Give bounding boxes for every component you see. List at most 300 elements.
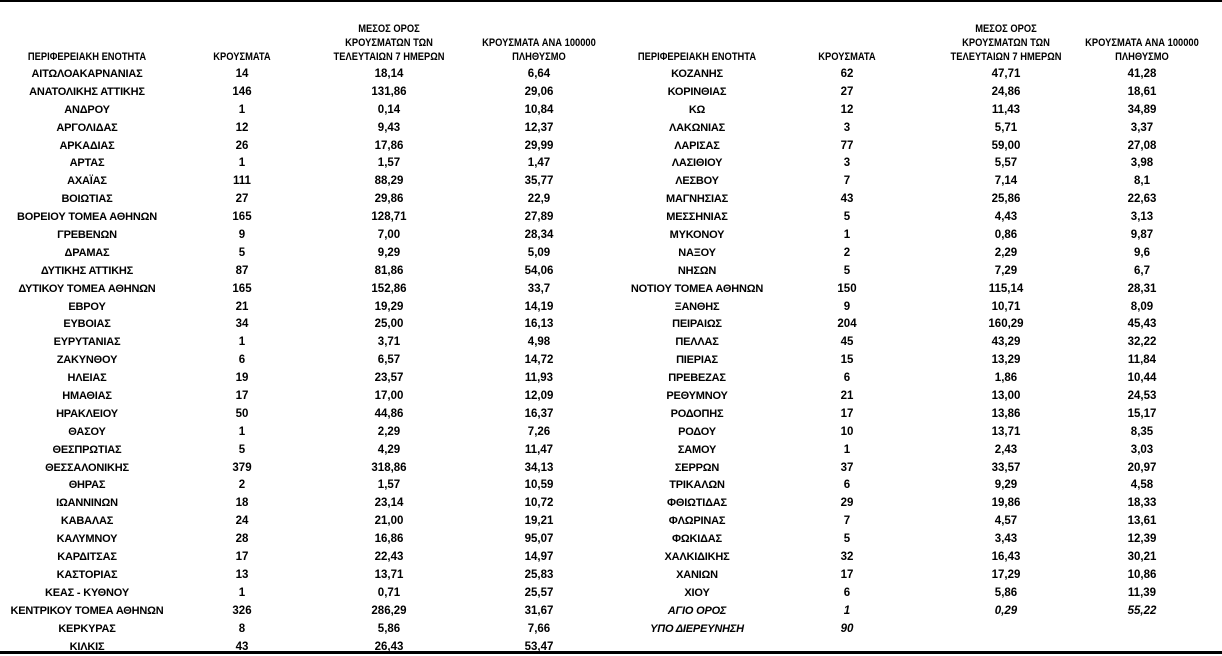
table-row <box>611 531 1222 549</box>
rate-value: 10,86 <box>1069 567 1215 585</box>
cases-value: 21 <box>192 299 292 317</box>
cases-value: 77 <box>797 138 897 156</box>
rate-value: 33,7 <box>466 281 612 299</box>
rate-value: 55,22 <box>1069 603 1215 621</box>
region-name: ΠΕΛΛΑΣ <box>611 334 783 352</box>
header-region: ΠΕΡΙΦΕΡΕΙΑΚΗ ΕΝΟΤΗΤΑ <box>624 16 770 64</box>
avg-value: 1,57 <box>316 155 462 173</box>
avg-value: 0,29 <box>933 603 1079 621</box>
region-name: ΣΕΡΡΩΝ <box>611 460 783 478</box>
region-name: ΦΩΚΙΔΑΣ <box>611 531 783 549</box>
cases-value: 27 <box>192 191 292 209</box>
rate-value: 12,09 <box>466 388 612 406</box>
rate-value: 22,9 <box>466 191 612 209</box>
cases-value: 6 <box>797 370 897 388</box>
region-name: ΦΘΙΩΤΙΔΑΣ <box>611 495 783 513</box>
cases-value: 1 <box>797 442 897 460</box>
cases-value: 28 <box>192 531 292 549</box>
region-name: ΓΡΕΒΕΝΩΝ <box>0 227 174 245</box>
avg-value: 1,86 <box>933 370 1079 388</box>
region-name: ΧΑΛΚΙΔΙΚΗΣ <box>611 549 783 567</box>
avg-value: 16,86 <box>316 531 462 549</box>
table-row <box>0 138 611 156</box>
table-row <box>0 406 611 424</box>
rate-value: 18,33 <box>1069 495 1215 513</box>
avg-value: 17,29 <box>933 567 1079 585</box>
region-name: ΚΑΛΥΜΝΟΥ <box>0 531 174 549</box>
header-7day-average: ΜΕΣΟΣ ΟΡΟΣ ΚΡΟΥΣΜΑΤΩΝ ΤΩΝ ΤΕΛΕΥΤΑΙΩΝ 7 ΗΜΕΡΩΝ <box>944 16 1068 64</box>
cases-value: 45 <box>797 334 897 352</box>
region-name: ΚΕΡΚΥΡΑΣ <box>0 621 174 639</box>
region-name: ΦΛΩΡΙΝΑΣ <box>611 513 783 531</box>
cases-value: 379 <box>192 460 292 478</box>
avg-value: 7,29 <box>933 263 1079 281</box>
table-row <box>611 281 1222 299</box>
cases-value: 26 <box>192 138 292 156</box>
rate-value: 11,47 <box>466 442 612 460</box>
avg-value: 17,00 <box>316 388 462 406</box>
table-row <box>611 406 1222 424</box>
table-row <box>0 173 611 191</box>
rate-value: 7,26 <box>466 424 612 442</box>
rate-value: 18,61 <box>1069 84 1215 102</box>
cases-value: 204 <box>797 316 897 334</box>
avg-value: 286,29 <box>316 603 462 621</box>
table-row <box>611 495 1222 513</box>
rate-value: 28,34 <box>466 227 612 245</box>
cases-value: 5 <box>192 245 292 263</box>
avg-value: 128,71 <box>316 209 462 227</box>
cases-value: 5 <box>797 209 897 227</box>
table-row <box>0 621 611 639</box>
rate-value: 6,7 <box>1069 263 1215 281</box>
avg-value: 29,86 <box>316 191 462 209</box>
table-right-half <box>611 2 1222 651</box>
rate-value: 41,28 <box>1069 66 1215 84</box>
region-name: ΕΒΡΟΥ <box>0 299 174 317</box>
avg-value: 7,00 <box>316 227 462 245</box>
region-name: ΗΡΑΚΛΕΙΟΥ <box>0 406 174 424</box>
cases-value: 5 <box>797 263 897 281</box>
region-name: ΧΑΝΙΩΝ <box>611 567 783 585</box>
cases-value: 6 <box>797 477 897 495</box>
region-name: ΡΟΔΟΥ <box>611 424 783 442</box>
table-row <box>0 442 611 460</box>
rate-value: 7,66 <box>466 621 612 639</box>
rate-value: 16,37 <box>466 406 612 424</box>
table-row <box>611 442 1222 460</box>
header-cases-per-100k: ΚΡΟΥΣΜΑΤΑ ΑΝΑ 100000 ΠΛΗΘΥΣΜΟ <box>1080 16 1204 64</box>
region-name: ΚΕΑΣ - ΚΥΘΝΟΥ <box>0 585 174 603</box>
avg-value: 24,86 <box>933 84 1079 102</box>
table-row <box>0 567 611 585</box>
cases-value: 43 <box>192 639 292 656</box>
table-row <box>0 227 611 245</box>
avg-value: 26,43 <box>316 639 462 656</box>
cases-value: 1 <box>192 155 292 173</box>
cases-value: 1 <box>797 227 897 245</box>
cases-value: 3 <box>797 120 897 138</box>
region-name: ΗΜΑΘΙΑΣ <box>0 388 174 406</box>
avg-value: 13,29 <box>933 352 1079 370</box>
cases-value: 29 <box>797 495 897 513</box>
rate-value: 12,37 <box>466 120 612 138</box>
region-name: ΒΟΡΕΙΟΥ ΤΟΜΕΑ ΑΘΗΝΩΝ <box>0 209 174 227</box>
avg-value: 19,29 <box>316 299 462 317</box>
avg-value: 7,14 <box>933 173 1079 191</box>
region-name: ΚΕΝΤΡΙΚΟΥ ΤΟΜΕΑ ΑΘΗΝΩΝ <box>0 603 174 621</box>
cases-value: 14 <box>192 66 292 84</box>
table-row <box>0 120 611 138</box>
table-row <box>0 460 611 478</box>
region-name: ΜΥΚΟΝΟΥ <box>611 227 783 245</box>
avg-value: 13,00 <box>933 388 1079 406</box>
table-row <box>611 120 1222 138</box>
region-name: ΛΑΡΙΣΑΣ <box>611 138 783 156</box>
cases-value: 17 <box>797 406 897 424</box>
table-row <box>0 102 611 120</box>
cases-value: 150 <box>797 281 897 299</box>
rate-value: 24,53 <box>1069 388 1215 406</box>
rate-value: 53,47 <box>466 639 612 656</box>
rate-value: 4,98 <box>466 334 612 352</box>
rate-value: 9,87 <box>1069 227 1215 245</box>
region-name: ΝΟΤΙΟΥ ΤΟΜΕΑ ΑΘΗΝΩΝ <box>611 281 783 299</box>
cases-value: 17 <box>192 388 292 406</box>
rate-value: 12,39 <box>1069 531 1215 549</box>
region-name: ΔΥΤΙΚΟΥ ΤΟΜΕΑ ΑΘΗΝΩΝ <box>0 281 174 299</box>
cases-value: 87 <box>192 263 292 281</box>
avg-value: 5,86 <box>316 621 462 639</box>
avg-value: 21,00 <box>316 513 462 531</box>
avg-value: 131,86 <box>316 84 462 102</box>
cases-value: 1 <box>192 334 292 352</box>
table-row <box>0 209 611 227</box>
avg-value: 44,86 <box>316 406 462 424</box>
region-name: ΧΙΟΥ <box>611 585 783 603</box>
cases-value: 15 <box>797 352 897 370</box>
region-name: ΑΡΓΟΛΙΔΑΣ <box>0 120 174 138</box>
cases-value: 1 <box>797 603 897 621</box>
region-name: ΛΑΣΙΘΙΟΥ <box>611 155 783 173</box>
cases-value: 37 <box>797 460 897 478</box>
cases-value: 90 <box>797 621 897 639</box>
avg-value: 10,71 <box>933 299 1079 317</box>
avg-value: 13,71 <box>933 424 1079 442</box>
table-row <box>0 603 611 621</box>
cases-value: 24 <box>192 513 292 531</box>
rate-value: 14,19 <box>466 299 612 317</box>
table-row <box>0 495 611 513</box>
region-name: ΚΑΣΤΟΡΙΑΣ <box>0 567 174 585</box>
region-name: ΖΑΚΥΝΘΟΥ <box>0 352 174 370</box>
table-row <box>0 334 611 352</box>
region-name: ΚΙΛΚΙΣ <box>0 639 174 656</box>
table-row <box>0 66 611 84</box>
table-row <box>611 191 1222 209</box>
rate-value: 35,77 <box>466 173 612 191</box>
rate-value: 30,21 <box>1069 549 1215 567</box>
cases-value: 17 <box>797 567 897 585</box>
region-name: ΚΑΒΑΛΑΣ <box>0 513 174 531</box>
table-row <box>0 639 611 656</box>
table-row <box>0 316 611 334</box>
region-name: ΣΑΜΟΥ <box>611 442 783 460</box>
table-row <box>611 352 1222 370</box>
rate-value: 11,39 <box>1069 585 1215 603</box>
table-row <box>0 513 611 531</box>
table-row <box>611 263 1222 281</box>
avg-value: 9,29 <box>933 477 1079 495</box>
table-row <box>611 155 1222 173</box>
cases-value: 50 <box>192 406 292 424</box>
rate-value: 10,44 <box>1069 370 1215 388</box>
rate-value: 9,6 <box>1069 245 1215 263</box>
region-name: ΑΡΚΑΔΙΑΣ <box>0 138 174 156</box>
table-row <box>611 513 1222 531</box>
rate-value: 6,64 <box>466 66 612 84</box>
header-7day-average: ΜΕΣΟΣ ΟΡΟΣ ΚΡΟΥΣΜΑΤΩΝ ΤΩΝ ΤΕΛΕΥΤΑΙΩΝ 7 ΗΜΕΡΩΝ <box>327 16 451 64</box>
rate-value: 13,61 <box>1069 513 1215 531</box>
region-name: ΚΟΡΙΝΘΙΑΣ <box>611 84 783 102</box>
avg-value: 43,29 <box>933 334 1079 352</box>
avg-value: 4,57 <box>933 513 1079 531</box>
cases-value: 19 <box>192 370 292 388</box>
cases-value: 2 <box>192 477 292 495</box>
avg-value: 160,29 <box>933 316 1079 334</box>
header-cases-per-100k: ΚΡΟΥΣΜΑΤΑ ΑΝΑ 100000 ΠΛΗΘΥΣΜΟ <box>477 16 601 64</box>
avg-value: 2,43 <box>933 442 1079 460</box>
table-row <box>611 245 1222 263</box>
header-cases: ΚΡΟΥΣΜΑΤΑ <box>200 16 285 64</box>
avg-value: 23,14 <box>316 495 462 513</box>
rate-value: 3,37 <box>1069 120 1215 138</box>
avg-value: 5,57 <box>933 155 1079 173</box>
cases-value: 62 <box>797 66 897 84</box>
cases-value: 7 <box>797 513 897 531</box>
region-name: ΠΡΕΒΕΖΑΣ <box>611 370 783 388</box>
avg-value: 4,29 <box>316 442 462 460</box>
region-name: ΥΠΟ ΔΙΕΡΕΥΝΗΣΗ <box>611 621 783 639</box>
region-name: ΘΕΣΠΡΩΤΙΑΣ <box>0 442 174 460</box>
rate-value: 19,21 <box>466 513 612 531</box>
table-row <box>611 334 1222 352</box>
avg-value: 18,14 <box>316 66 462 84</box>
rate-value: 3,98 <box>1069 155 1215 173</box>
cases-value: 111 <box>192 173 292 191</box>
table-row <box>611 424 1222 442</box>
cases-value: 13 <box>192 567 292 585</box>
avg-value: 6,57 <box>316 352 462 370</box>
rate-value: 32,22 <box>1069 334 1215 352</box>
region-name: ΕΥΡΥΤΑΝΙΑΣ <box>0 334 174 352</box>
table-row <box>611 299 1222 317</box>
table-row <box>611 585 1222 603</box>
rate-value: 34,89 <box>1069 102 1215 120</box>
region-name: ΔΡΑΜΑΣ <box>0 245 174 263</box>
table-row <box>611 173 1222 191</box>
rate-value: 4,58 <box>1069 477 1215 495</box>
rate-value: 10,59 <box>466 477 612 495</box>
rows-left <box>0 66 611 656</box>
rate-value: 29,06 <box>466 84 612 102</box>
cases-value: 12 <box>797 102 897 120</box>
region-name: ΕΥΒΟΙΑΣ <box>0 316 174 334</box>
rate-value: 45,43 <box>1069 316 1215 334</box>
table-row <box>0 299 611 317</box>
rate-value: 10,72 <box>466 495 612 513</box>
avg-value: 2,29 <box>933 245 1079 263</box>
cases-value: 18 <box>192 495 292 513</box>
table-row <box>611 209 1222 227</box>
rate-value: 16,13 <box>466 316 612 334</box>
table-row <box>0 388 611 406</box>
region-name: ΑΝΑΤΟΛΙΚΗΣ ΑΤΤΙΚΗΣ <box>0 84 174 102</box>
table-row <box>0 84 611 102</box>
cases-value: 8 <box>192 621 292 639</box>
avg-value: 318,86 <box>316 460 462 478</box>
avg-value: 2,29 <box>316 424 462 442</box>
rate-value: 8,1 <box>1069 173 1215 191</box>
table-row <box>611 603 1222 621</box>
table-row <box>611 621 1222 639</box>
table-row <box>0 424 611 442</box>
table-row <box>0 352 611 370</box>
rate-value: 25,57 <box>466 585 612 603</box>
cases-value: 17 <box>192 549 292 567</box>
table-row <box>0 585 611 603</box>
region-name: ΑΙΤΩΛΟΑΚΑΡΝΑΝΙΑΣ <box>0 66 174 84</box>
rate-value: 5,09 <box>466 245 612 263</box>
cases-value: 2 <box>797 245 897 263</box>
cases-value: 165 <box>192 209 292 227</box>
rate-value: 54,06 <box>466 263 612 281</box>
avg-value: 81,86 <box>316 263 462 281</box>
table-row <box>0 477 611 495</box>
cases-value: 1 <box>192 585 292 603</box>
region-name: ΠΙΕΡΙΑΣ <box>611 352 783 370</box>
avg-value: 5,71 <box>933 120 1079 138</box>
rate-value: 34,13 <box>466 460 612 478</box>
region-name: ΒΟΙΩΤΙΑΣ <box>0 191 174 209</box>
cases-value: 34 <box>192 316 292 334</box>
cases-value: 12 <box>192 120 292 138</box>
table-row <box>0 370 611 388</box>
avg-value: 3,71 <box>316 334 462 352</box>
region-name: ΑΧΑΪΑΣ <box>0 173 174 191</box>
table-row <box>0 281 611 299</box>
avg-value: 0,71 <box>316 585 462 603</box>
region-name: ΜΕΣΣΗΝΙΑΣ <box>611 209 783 227</box>
rate-value: 10,84 <box>466 102 612 120</box>
cases-value: 5 <box>192 442 292 460</box>
rate-value: 1,47 <box>466 155 612 173</box>
region-name: ΙΩΑΝΝΙΝΩΝ <box>0 495 174 513</box>
rate-value: 27,89 <box>466 209 612 227</box>
avg-value: 3,43 <box>933 531 1079 549</box>
avg-value: 59,00 <box>933 138 1079 156</box>
region-name: ΔΥΤΙΚΗΣ ΑΤΤΙΚΗΣ <box>0 263 174 281</box>
avg-value: 1,57 <box>316 477 462 495</box>
cases-value: 43 <box>797 191 897 209</box>
region-name: ΑΝΔΡΟΥ <box>0 102 174 120</box>
avg-value: 9,43 <box>316 120 462 138</box>
cases-value: 32 <box>797 549 897 567</box>
cases-value: 9 <box>797 299 897 317</box>
avg-value: 33,57 <box>933 460 1079 478</box>
rate-value: 14,72 <box>466 352 612 370</box>
rate-value: 27,08 <box>1069 138 1215 156</box>
cases-value: 21 <box>797 388 897 406</box>
cases-value: 10 <box>797 424 897 442</box>
rate-value: 11,93 <box>466 370 612 388</box>
table-row <box>0 191 611 209</box>
avg-value: 5,86 <box>933 585 1079 603</box>
rate-value: 8,35 <box>1069 424 1215 442</box>
table-left-half <box>0 2 611 651</box>
avg-value: 4,43 <box>933 209 1079 227</box>
table-row <box>611 84 1222 102</box>
region-name: ΚΩ <box>611 102 783 120</box>
table-row <box>0 531 611 549</box>
table-row <box>611 138 1222 156</box>
rate-value: 31,67 <box>466 603 612 621</box>
region-name: ΡΟΔΟΠΗΣ <box>611 406 783 424</box>
rate-value: 3,13 <box>1069 209 1215 227</box>
avg-value: 9,29 <box>316 245 462 263</box>
rate-value: 28,31 <box>1069 281 1215 299</box>
cases-value: 1 <box>192 102 292 120</box>
cases-value: 9 <box>192 227 292 245</box>
header-region: ΠΕΡΙΦΕΡΕΙΑΚΗ ΕΝΟΤΗΤΑ <box>13 16 161 64</box>
table-row <box>611 370 1222 388</box>
cases-value: 5 <box>797 531 897 549</box>
table-row <box>611 102 1222 120</box>
table-row <box>0 245 611 263</box>
rate-value: 29,99 <box>466 138 612 156</box>
region-name: ΜΑΓΝΗΣΙΑΣ <box>611 191 783 209</box>
table-row <box>611 477 1222 495</box>
avg-value: 25,86 <box>933 191 1079 209</box>
avg-value: 152,86 <box>316 281 462 299</box>
table-row <box>611 567 1222 585</box>
rate-value: 11,84 <box>1069 352 1215 370</box>
region-name: ΘΑΣΟΥ <box>0 424 174 442</box>
table-row <box>611 388 1222 406</box>
cases-value: 27 <box>797 84 897 102</box>
table-row <box>0 549 611 567</box>
avg-value: 0,86 <box>933 227 1079 245</box>
table-row <box>0 155 611 173</box>
table-row <box>0 263 611 281</box>
table-row <box>611 460 1222 478</box>
region-name: ΝΑΞΟΥ <box>611 245 783 263</box>
avg-value: 88,29 <box>316 173 462 191</box>
rate-value: 20,97 <box>1069 460 1215 478</box>
region-name: ΚΟΖΑΝΗΣ <box>611 66 783 84</box>
region-name: ΛΕΣΒΟΥ <box>611 173 783 191</box>
region-name: ΚΑΡΔΙΤΣΑΣ <box>0 549 174 567</box>
avg-value: 11,43 <box>933 102 1079 120</box>
rate-value: 8,09 <box>1069 299 1215 317</box>
cases-value: 1 <box>192 424 292 442</box>
avg-value: 19,86 <box>933 495 1079 513</box>
region-name: ΤΡΙΚΑΛΩΝ <box>611 477 783 495</box>
avg-value: 22,43 <box>316 549 462 567</box>
table-row <box>611 66 1222 84</box>
cases-value: 146 <box>192 84 292 102</box>
rate-value: 14,97 <box>466 549 612 567</box>
